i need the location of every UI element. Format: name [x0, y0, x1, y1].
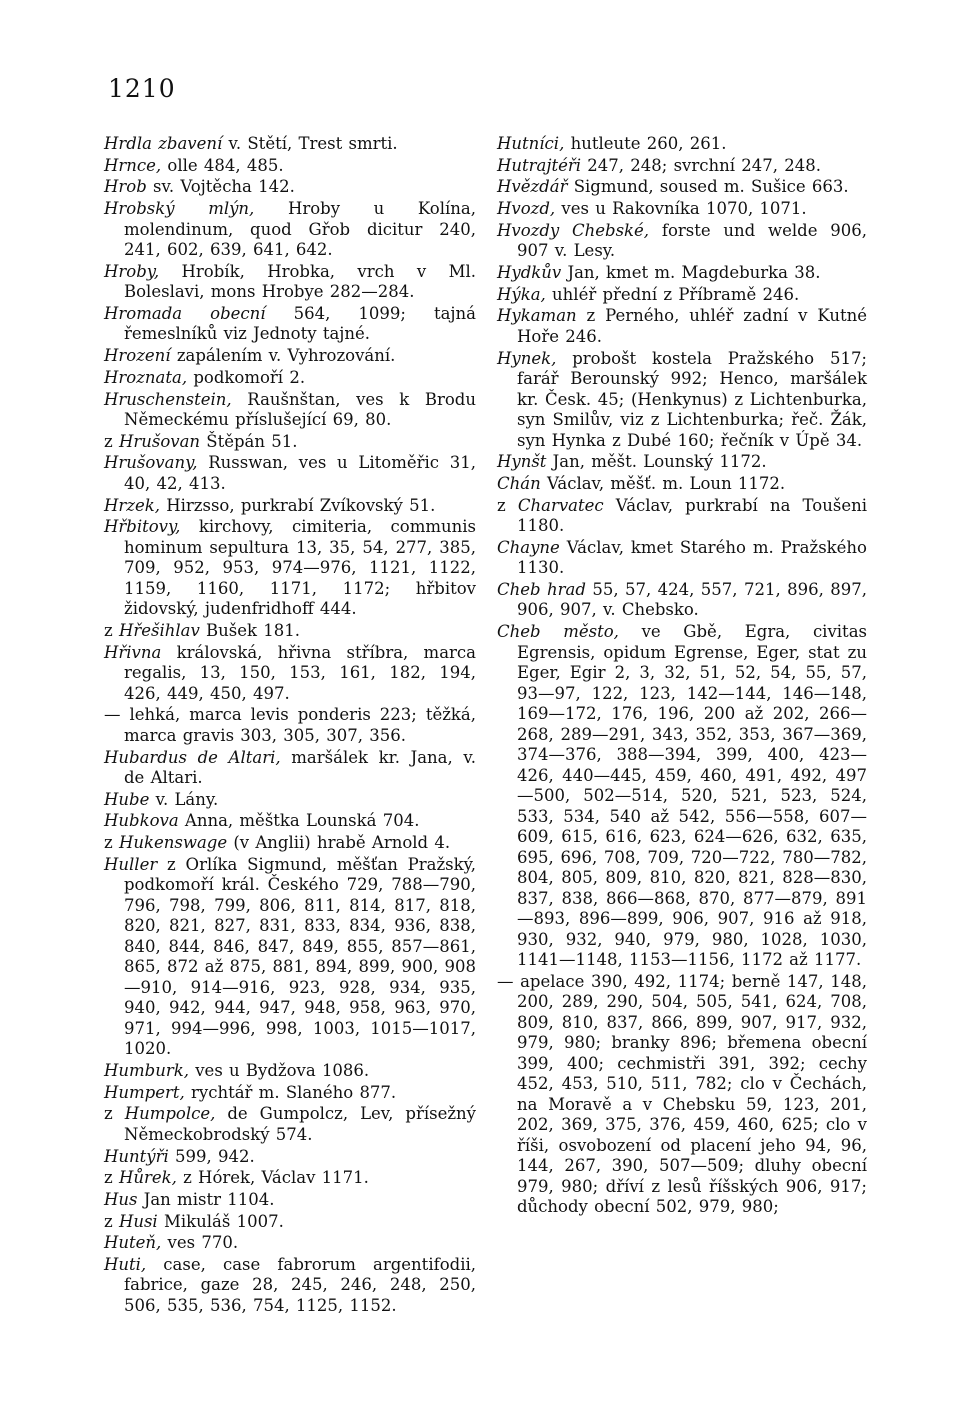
entry-headword: Humburk,: [104, 1060, 189, 1080]
entry-prefix: z: [104, 833, 119, 853]
entry-prefix: z: [104, 431, 119, 451]
index-entry: [104, 1061, 476, 1082]
entry-prefix: z: [104, 1211, 119, 1231]
entry-headword: Hrnce,: [104, 155, 162, 175]
entry-headword: Hukenswage: [118, 833, 228, 853]
entry-prefix: —: [104, 705, 130, 725]
index-entry: [104, 1104, 476, 1145]
entry-text: Hrobík, Hrobka, vrch v Ml. Boleslavi, mons Hrobye 282—284.: [124, 261, 476, 302]
entry-headword: Hroznata,: [104, 367, 188, 387]
entry-headword: Huntýři: [104, 1146, 169, 1166]
entry-text: Jan mistr 1104.: [137, 1189, 275, 1209]
entry-text: Hirzsso, purkrabí Zvíkovský 51.: [159, 495, 436, 515]
entry-text: apelace 390, 492, 1174; berně 147, 148, 200, 289, 290, 504, 505, 541, 624, 708, 809, 810, 837, 866, 899, 907, 917, 932, 979, 980; branky 896; břemena obecní 399, 400; cechmistři 391, 392; cechy 452, 453, 510, 511, 782; clo v Čechách, na Moravě a v Chebsku 59, 123, 201, 202, 369, 375, 376, 459, 460, 625; clo v říši, osvobození od placení jeho 94, 96, 144, 267, 390, 507—509; dluhy obecní 979, 980; dříví z lesů říšských 906, 917; důchody obecní 502, 979, 980;: [517, 971, 867, 1217]
entry-headword: Hvozdy Chebské,: [497, 220, 650, 240]
entry-text: v. Lány.: [149, 789, 219, 809]
entry-headword: Charvatec: [517, 495, 604, 515]
entry-text: Jan, měšt. Lounský 1172.: [546, 452, 767, 472]
index-entry: [104, 621, 476, 642]
entry-headword: Hutrajtéři: [497, 155, 582, 175]
entry-text: Václav, kmet Starého m. Pražského 1130.: [517, 537, 867, 578]
index-entry: [104, 1233, 476, 1254]
entry-headword: Hubardus de Altari,: [104, 747, 281, 767]
index-entry: [104, 1190, 476, 1211]
entry-headword: Chayne: [497, 537, 560, 557]
index-entry: [104, 432, 476, 453]
entry-text: Anna, měštka Lounská 704.: [178, 811, 420, 831]
entry-headword: Hruschenstein,: [104, 389, 232, 409]
entry-headword: Hydkův: [497, 262, 562, 282]
index-entry: [497, 263, 867, 284]
entry-headword: Huller: [104, 854, 158, 874]
entry-text: z Orlíka Sigmund, měšťan Pražský, podkomoří král. Českého 729, 788—790, 796, 798, 799, 806, 811, 814, 817, 818, 820, 821, 827, 831, 833, 834, 936, 838, 840, 844, 846, 847, 849, 855, 857—861, 865, 872 až 875, 881, 894, 899, 900, 908—910, 914—916, 923, 928, 934, 935, 940, 942, 944, 947, 948, 958, 963, 970, 971, 994—996, 998, 1003, 1015—1017, 1020.: [124, 854, 476, 1059]
entry-text: Václav, měšť. m. Loun 1172.: [540, 473, 786, 493]
index-entry: [104, 346, 476, 367]
entry-headword: Hrzek,: [104, 495, 160, 515]
index-entry: [497, 580, 867, 621]
entry-text: 599, 942.: [168, 1146, 255, 1166]
entry-text: z Hórek, Václav 1171.: [176, 1168, 369, 1188]
index-entry: [497, 538, 867, 579]
index-entry: [104, 811, 476, 832]
entry-text: 247, 248; svrchní 247, 248.: [581, 155, 821, 175]
entry-headword: Hrození: [104, 346, 171, 366]
entry-headword: Husi: [118, 1211, 158, 1231]
right-column: [497, 134, 867, 1219]
index-entry: [497, 622, 867, 971]
index-entry: [104, 643, 476, 705]
entry-headword: Hykaman: [497, 306, 577, 326]
entry-text: podkomoří 2.: [187, 367, 306, 387]
entry-text: probošt kostela Pražského 517; farář Berounský 992; Henco, maršálek kr. Česk. 45; (Henkynus) z Lichtenburka, syn Smilův, viz z Lichtenburka; řeč. Žák, syn Hynka z Dubé 160; řečník v Úpě 34.: [517, 348, 867, 450]
entry-headword: Cheb hrad: [497, 579, 586, 599]
entry-headword: Chán: [497, 473, 541, 493]
entry-headword: Hřivna: [104, 642, 162, 662]
entry-text: Štěpán 51.: [200, 431, 298, 451]
index-entry: [104, 199, 476, 261]
entry-text: uhléř přední z Příbramě 246.: [545, 284, 800, 304]
entry-prefix: z: [104, 1168, 119, 1188]
entry-text: olle 484, 485.: [161, 155, 284, 175]
index-entry: [497, 306, 867, 347]
index-entry: [104, 262, 476, 303]
index-entry: [104, 368, 476, 389]
entry-headword: Hvězdář: [497, 177, 568, 197]
entry-headword: Cheb město,: [497, 622, 619, 642]
entry-text: Russwan, ves u Litoměřic 31, 40, 42, 413.: [124, 453, 476, 493]
entry-headword: Hřbitovy,: [104, 517, 181, 537]
entry-prefix: —: [497, 971, 521, 991]
index-entry: [104, 1212, 476, 1233]
entry-headword: Hrušovan: [118, 431, 201, 451]
entry-headword: Hýka,: [497, 284, 546, 304]
entry-prefix: z: [104, 1104, 125, 1124]
entry-text: lehká, marca levis ponderis 223; těžká, marca gravis 303, 305, 307, 356.: [124, 705, 476, 745]
entry-headword: Hynšt: [497, 452, 547, 472]
index-entry: [104, 705, 476, 746]
entry-text: královská, hřivna stříbra, marca regalis, 13, 150, 153, 161, 182, 194, 426, 449, 450, 497.: [124, 642, 476, 703]
entry-headword: Hus: [104, 1189, 138, 1209]
index-entry: [497, 134, 867, 155]
entry-text: v. Stětí, Trest smrti.: [222, 134, 398, 153]
index-entry: [497, 452, 867, 473]
index-entry: [104, 517, 476, 620]
entry-text: maršálek kr. Jana, v. de Altari.: [124, 747, 476, 787]
index-entry: [497, 972, 867, 1218]
entry-text: (v Anglii) hrabě Arnold 4.: [227, 833, 451, 853]
index-entry: [104, 1147, 476, 1168]
entry-text: Mikuláš 1007.: [157, 1211, 284, 1231]
index-entry: [104, 134, 476, 155]
index-entry: [497, 349, 867, 452]
index-entry: [104, 177, 476, 198]
entry-headword: Hynek,: [497, 348, 557, 368]
index-entry: [104, 304, 476, 345]
entry-headword: Humpolce,: [124, 1104, 216, 1124]
entry-prefix: z: [497, 495, 518, 515]
entry-text: forste und welde 906, 907 v. Lesy.: [517, 220, 867, 261]
entry-text: de Gumpolcz, Lev, přísežný Německobrodský 574.: [124, 1104, 476, 1144]
entry-prefix: z: [104, 620, 119, 640]
index-entry: [497, 156, 867, 177]
entry-text: ves u Bydžova 1086.: [188, 1060, 370, 1080]
entry-text: zapálením v. Vyhrozování.: [170, 346, 396, 366]
index-entry: [104, 496, 476, 517]
index-entry: [497, 221, 867, 262]
index-entry: [497, 285, 867, 306]
index-entry: [497, 474, 867, 495]
entry-text: Raušnštan, ves k Brodu Německému příslušející 69, 80.: [124, 389, 476, 429]
index-entry: [104, 855, 476, 1060]
entry-text: 55, 57, 424, 557, 721, 896, 897, 906, 907, v. Chebsko.: [517, 579, 867, 620]
entry-headword: Huti,: [104, 1254, 147, 1274]
entry-text: ves u Rakovníka 1070, 1071.: [555, 199, 807, 219]
index-entry: [497, 199, 867, 220]
index-entry: [104, 833, 476, 854]
entry-text: rychtář m. Slaného 877.: [184, 1082, 397, 1102]
entry-headword: Hube: [104, 789, 150, 809]
index-entry: [104, 453, 476, 494]
left-column: [104, 134, 476, 1318]
index-entry: [497, 177, 867, 198]
entry-text: kirchovy, cimiteria, communis hominum sepultura 13, 35, 54, 277, 385, 709, 952, 953, 974—976, 1121, 1122, 1159, 1160, 1171, 1172; hřbitov židovský, judenfridhoff 444.: [124, 517, 476, 619]
index-entry: [104, 1255, 476, 1317]
index-entry: [104, 390, 476, 431]
entry-headword: Hrob: [104, 177, 147, 197]
entry-headword: Hutníci,: [497, 134, 565, 153]
page-number: 1210: [108, 74, 176, 103]
entry-headword: Hůrek,: [118, 1168, 177, 1188]
index-entry: [104, 156, 476, 177]
entry-headword: Hromada obecní: [104, 303, 266, 323]
entry-text: hutleute 260, 261.: [564, 134, 727, 153]
entry-text: z Perného, uhléř zadní v Kutné Hoře 246.: [517, 306, 867, 346]
entry-text: Hroby u Kolína, molendinum, quod Gřob dicitur 240, 241, 602, 639, 641, 642.: [124, 199, 476, 260]
entry-headword: Huteň,: [104, 1233, 162, 1253]
entry-headword: Hrušovany,: [104, 453, 198, 473]
index-entry: [104, 748, 476, 789]
index-entry: [497, 496, 867, 537]
entry-headword: Hubkova: [104, 811, 179, 831]
entry-headword: Hroby,: [104, 261, 160, 281]
entry-text: ves 770.: [161, 1233, 239, 1253]
entry-text: ve Gbě, Egra, civitas Egrensis, opidum Egrense, Eger, stat zu Eger, Egir 2, 3, 32, 51, 52, 54, 55, 57, 93—97, 122, 123, 142—144, 146—148, 169—172, 176, 196, 200 až 202, 266—268, 289—291, 343, 352, 353, 367—369, 374—376, 388—394, 399, 400, 423—426, 440—445, 459, 460, 491, 492, 497—500, 502—514, 520, 521, 523, 524, 533, 534, 540 až 542, 556—558, 607—609, 615, 616, 623, 624—626, 632, 635, 695, 696, 708, 709, 720—722, 780—782, 804, 805, 809, 810, 820, 821, 828—830, 837, 838, 866—868, 870, 877—879, 891—893, 896—899, 906, 907, 916 až 918, 930, 932, 940, 979, 980, 1028, 1030, 1141—1148, 1153—1156, 1172 až 1177.: [517, 622, 867, 970]
entry-text: Sigmund, soused m. Sušice 663.: [567, 177, 849, 197]
index-entry: [104, 1083, 476, 1104]
entry-text: Bušek 181.: [199, 620, 301, 640]
entry-headword: Hrobský mlýn,: [104, 199, 255, 219]
entry-headword: Hrdla zbavení: [104, 134, 223, 153]
entry-headword: Hřešihlav: [118, 620, 200, 640]
entry-headword: Humpert,: [104, 1082, 185, 1102]
index-entry: [104, 1168, 476, 1189]
entry-text: 564, 1099; tajná řemeslníků viz Jednoty tajné.: [124, 303, 476, 344]
entry-text: Václav, purkrabí na Toušeni 1180.: [517, 495, 867, 536]
entry-text: Jan, kmet m. Magdeburka 38.: [561, 262, 821, 282]
entry-text: case, case fabrorum argentifodii, fabrice, gaze 28, 245, 246, 248, 250, 506, 535, 536, 754, 1125, 1152.: [124, 1254, 476, 1315]
entry-headword: Hvozd,: [497, 199, 556, 219]
index-entry: [104, 790, 476, 811]
entry-text: sv. Vojtěcha 142.: [146, 177, 295, 197]
